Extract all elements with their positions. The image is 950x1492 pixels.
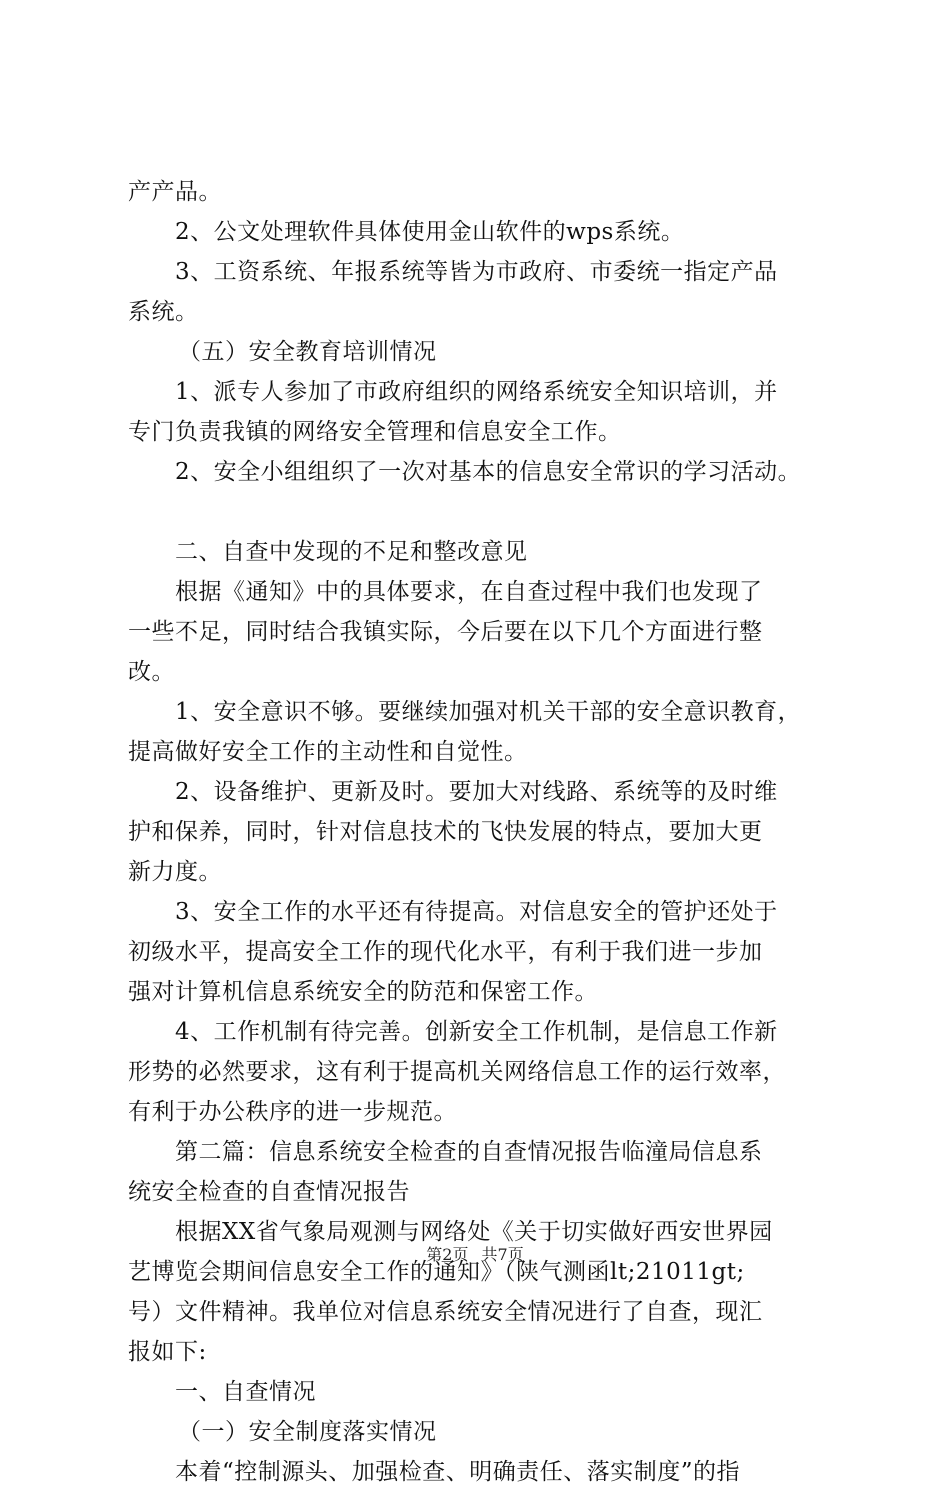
text-line: 号）文件精神。我单位对信息系统安全情况进行了自查，现汇 — [128, 1299, 763, 1325]
text-line: 3、安全工作的水平还有待提高。对信息安全的管护还处于 — [175, 899, 778, 925]
section-heading: 二、自查中发现的不足和整改意见 — [175, 539, 528, 565]
text-line: 报如下: — [128, 1339, 207, 1365]
text-line: 艺博览会期间信息安全工作的通知》（陕气测函lt;21011gt; — [128, 1259, 745, 1285]
text-line: 根据《通知》中的具体要求，在自查过程中我们也发现了 — [175, 579, 763, 605]
page-footer — [0, 1244, 950, 1266]
text-line: 强对计算机信息系统安全的防范和保密工作。 — [128, 979, 598, 1005]
text-line: 4、工作机制有待完善。创新安全工作机制，是信息工作新 — [175, 1019, 778, 1045]
page-number: 第2页 — [426, 1245, 469, 1264]
text-line: 2、公文处理软件具体使用金山软件的wps系统。 — [175, 219, 685, 245]
section-heading: 一、自查情况 — [175, 1379, 316, 1405]
text-line: 形势的必然要求，这有利于提高机关网络信息工作的运行效率， — [128, 1059, 786, 1085]
section-heading: （五）安全教育培训情况 — [178, 339, 437, 365]
section-heading: （一）安全制度落实情况 — [178, 1419, 437, 1445]
text-line: 专门负责我镇的网络安全管理和信息安全工作。 — [128, 419, 622, 445]
text-line: 2、设备维护、更新及时。要加大对线路、系统等的及时维 — [175, 779, 778, 805]
text-line: 本着“控制源头、加强检查、明确责任、落实制度”的指 — [175, 1459, 741, 1485]
text-line: 护和保养，同时，针对信息技术的飞快发展的特点，要加大更 — [128, 819, 763, 845]
text-line: 统安全检查的自查情况报告 — [128, 1179, 410, 1205]
text-line: 初级水平，提高安全工作的现代化水平，有利于我们进一步加 — [128, 939, 763, 965]
text-line: 第二篇：信息系统安全检查的自查情况报告临潼局信息系 — [175, 1139, 763, 1165]
text-line: 1、派专人参加了市政府组织的网络系统安全知识培训，并 — [175, 379, 778, 405]
document-body — [128, 172, 836, 1492]
text-line: 3、工资系统、年报系统等皆为市政府、市委统一指定产品 — [175, 259, 778, 285]
text-line: 提高做好安全工作的主动性和自觉性。 — [128, 739, 528, 765]
text-line: 产产品。 — [128, 179, 222, 205]
text-line: 改。 — [128, 659, 175, 685]
blank-line — [128, 492, 836, 532]
text-line: 一些不足，同时结合我镇实际，今后要在以下几个方面进行整 — [128, 619, 763, 645]
text-line: 1、安全意识不够。要继续加强对机关干部的安全意识教育， — [175, 699, 802, 725]
text-line: 2、安全小组组织了一次对基本的信息安全常识的学习活动。 — [175, 459, 802, 485]
page-total: 共7页 — [481, 1245, 524, 1264]
text-line: 新力度。 — [128, 859, 222, 885]
text-line: 有利于办公秩序的进一步规范。 — [128, 1099, 457, 1125]
text-line: 根据XX省气象局观测与网络处《关于切实做好西安世界园 — [175, 1219, 773, 1245]
text-line: 系统。 — [128, 299, 199, 325]
